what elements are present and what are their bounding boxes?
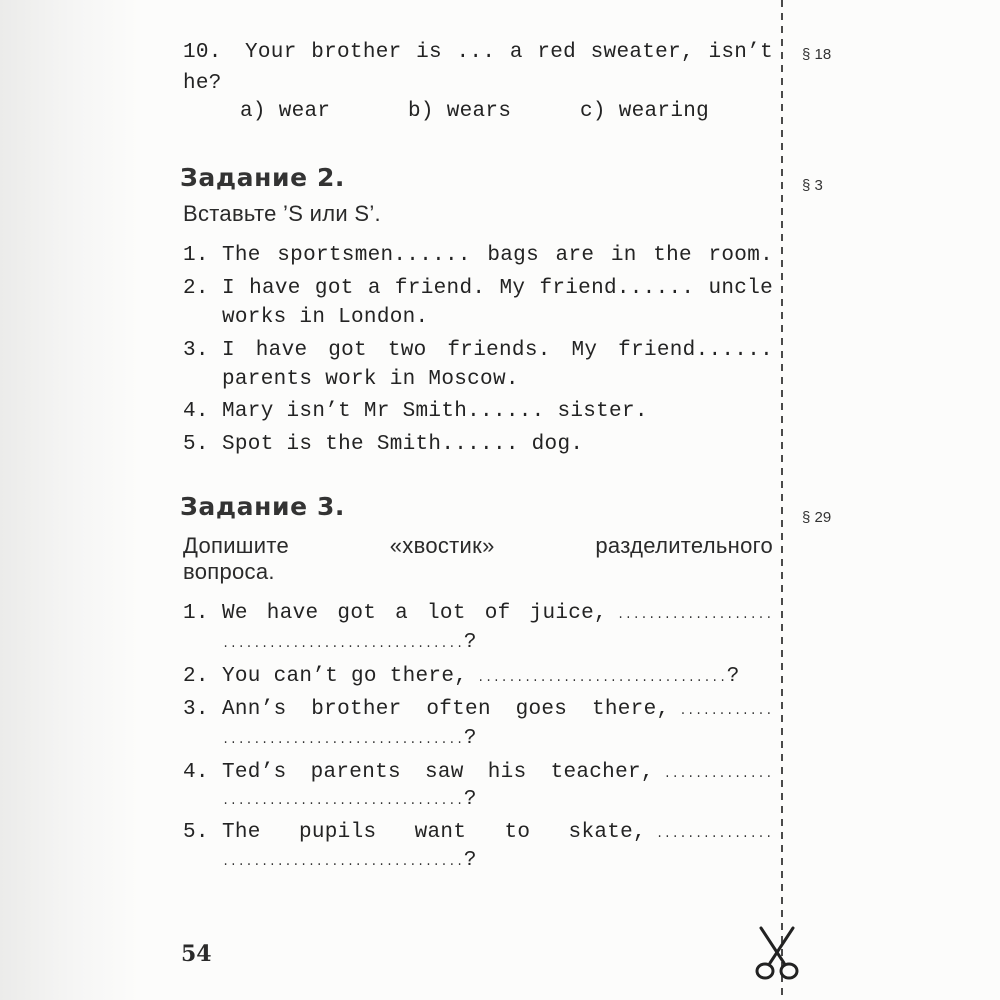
section-reference: § 29	[802, 509, 832, 526]
answer-blank: ...............................	[222, 855, 464, 869]
option-a: a) wear	[240, 100, 331, 123]
answer-blank: ...............................	[222, 733, 464, 747]
task3-item-1-line-2	[222, 629, 773, 657]
section-reference: § 3	[802, 177, 823, 194]
item-number: 4.	[183, 400, 209, 423]
task3-item-3-line-1	[183, 696, 773, 724]
scissor-handle-left	[757, 964, 773, 978]
task2-item-3-line-2	[222, 366, 773, 394]
answer-blank: ..............	[663, 767, 773, 781]
task3-item-2-line-1	[183, 663, 773, 691]
item-number: 1.	[183, 602, 209, 625]
question-stem: We have got a lot of juice,	[222, 602, 607, 625]
task3-item-1-line-1	[183, 600, 773, 628]
question-stem: Ted’s parents saw his teacher,	[222, 761, 654, 784]
task2-item-3-line-1	[183, 337, 773, 365]
item-number: 5.	[183, 821, 209, 844]
scissors-icon	[752, 926, 802, 982]
answer-blank: ...............	[655, 827, 773, 841]
answer-blank: ............	[679, 704, 773, 718]
item-text: The sportsmen...... bags are in the room.	[222, 244, 773, 267]
task-heading: Задание 2.	[180, 163, 346, 192]
answer-blank: ....................	[616, 608, 773, 622]
task-instruction-line-2: вопроса.	[183, 559, 275, 584]
task2-item-5	[183, 431, 773, 459]
question-stem: You can’t go there,	[222, 665, 468, 688]
page-margin-shade	[0, 0, 140, 1000]
item-text: Spot is the Smith...... dog.	[222, 433, 584, 456]
question-mark: ?	[726, 665, 740, 688]
item-number: 10.	[183, 41, 222, 64]
scissor-handle-right	[781, 964, 797, 978]
question-text: he?	[183, 72, 222, 95]
option-b: b) wears	[408, 100, 512, 123]
task3-item-3-line-2	[222, 725, 773, 753]
item-text: I have got two friends. My friend......	[222, 339, 773, 362]
item-text: Mary isn’t Mr Smith...... sister.	[222, 400, 648, 423]
task-heading: Задание 3.	[180, 492, 346, 521]
item-number: 5.	[183, 433, 209, 456]
page-number: 54	[181, 941, 212, 967]
task2-item-1	[183, 242, 773, 270]
task2-item-4	[183, 398, 773, 426]
answer-blank: ...............................	[222, 637, 464, 651]
task3-item-5-line-1	[183, 819, 773, 847]
task-instruction: Вставьте ’S или S’.	[183, 201, 381, 226]
task2-item-2-line-2	[222, 304, 773, 332]
task-instruction-line-1: Допишите «хвостик» разделительного	[183, 533, 773, 558]
section-reference: § 18	[802, 46, 832, 63]
item-text: parents work in Moscow.	[222, 368, 519, 391]
dashed-cut-line	[781, 0, 783, 1000]
item-number: 1.	[183, 244, 209, 267]
option-c: c) wearing	[580, 100, 710, 123]
item-number: 2.	[183, 665, 209, 688]
question-text: Your brother is ... a red sweater, isn’t	[245, 41, 773, 64]
task3-item-4-line-2	[222, 786, 773, 814]
question-stem: The pupils want to skate,	[222, 821, 646, 844]
question-mark: ?	[463, 631, 477, 654]
item-number: 2.	[183, 277, 209, 300]
answer-blank: ................................	[477, 671, 727, 685]
item-10-line-1	[183, 39, 773, 67]
question-mark: ?	[463, 788, 477, 811]
task2-item-2-line-1	[183, 275, 773, 303]
item-10-line-2	[183, 70, 773, 98]
item-text: I have got a friend. My friend...... uncle	[222, 277, 773, 300]
item-number: 3.	[183, 698, 209, 721]
question-stem: Ann’s brother often goes there,	[222, 698, 670, 721]
item-text: works in London.	[222, 306, 429, 329]
question-mark: ?	[463, 849, 477, 872]
question-mark: ?	[463, 727, 477, 750]
item-number: 4.	[183, 761, 209, 784]
answer-blank: ...............................	[222, 794, 464, 808]
task3-item-5-line-2	[222, 847, 773, 875]
task3-item-4-line-1	[183, 759, 773, 787]
item-number: 3.	[183, 339, 209, 362]
